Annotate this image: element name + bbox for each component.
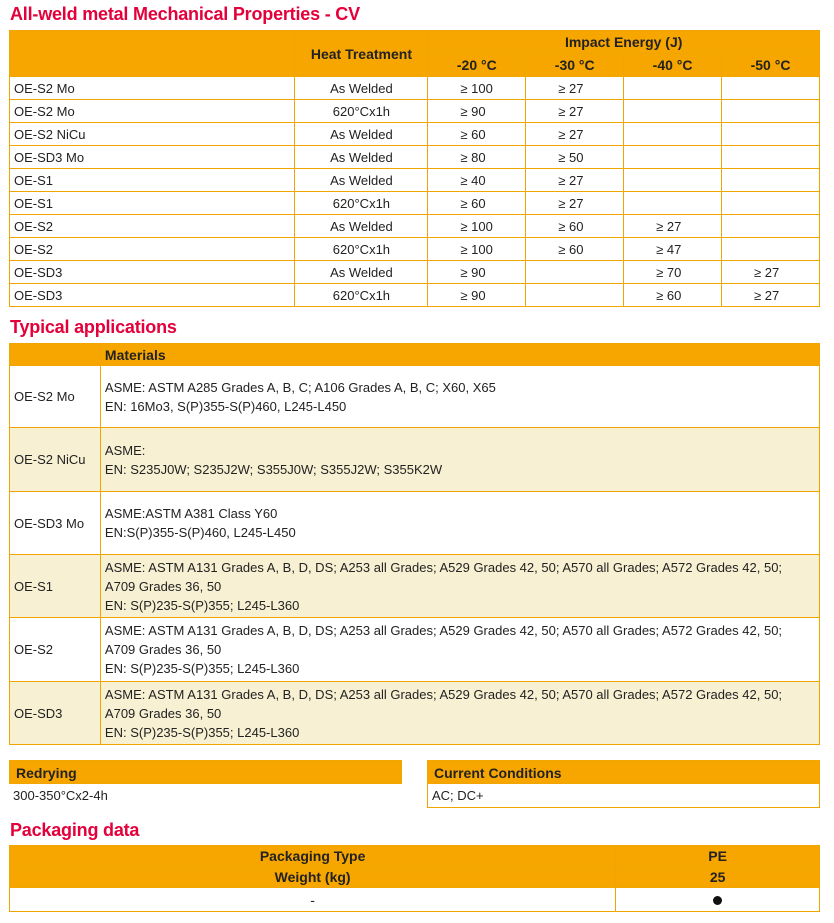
app-materials: [100, 555, 819, 618]
apps-section-title: Typical applications: [10, 317, 177, 337]
impact-value: ≥ 70: [624, 261, 722, 284]
packaging-section-title: Packaging data: [10, 820, 140, 840]
material-line: EN: S(P)235-S(P)355; L245-L360: [104, 597, 300, 613]
material-line: ASME: ASTM A285 Grades A, B, C; A106 Grades A, B, C; X60, X65: [104, 379, 496, 395]
cv-row: [10, 77, 820, 100]
impact-value: ≥ 80: [428, 146, 526, 169]
material-line: EN: S(P)235-S(P)355; L245-L360: [104, 661, 300, 676]
product-name: OE-S2 Mo: [10, 77, 295, 100]
impact-value: [722, 77, 820, 100]
app-row: [10, 366, 820, 428]
cv-row: [10, 215, 820, 238]
product-name: OE-S1: [10, 169, 295, 192]
impact-value: ≥ 27: [526, 100, 624, 123]
impact-value: ≥ 60: [428, 192, 526, 215]
impact-value: [722, 123, 820, 146]
packaging-row-mark: [616, 888, 820, 912]
weight-label: Weight (kg): [10, 867, 616, 888]
impact-value: [624, 169, 722, 192]
cv-row: [10, 238, 820, 261]
temp-header: -50 °C: [722, 54, 820, 77]
redrying-value: 300-350°Cx2-4h: [13, 788, 108, 803]
redrying-label: Redrying: [9, 760, 402, 784]
app-row: [10, 682, 820, 745]
cv-row: [10, 284, 820, 307]
packaging-row-label: -: [10, 888, 616, 912]
app-materials: [100, 492, 819, 555]
impact-value: ≥ 90: [428, 261, 526, 284]
impact-value: ≥ 27: [722, 284, 820, 307]
product-name: OE-SD3: [10, 284, 295, 307]
heat-treatment-value: As Welded: [295, 146, 428, 169]
impact-value: ≥ 27: [526, 169, 624, 192]
app-row: [10, 492, 820, 555]
impact-value: ≥ 90: [428, 284, 526, 307]
product-name: OE-SD3 Mo: [10, 146, 295, 169]
impact-value: ≥ 100: [428, 77, 526, 100]
impact-value: [526, 284, 624, 307]
temp-header: -30 °C: [526, 54, 624, 77]
material-line: ASME:: [104, 442, 146, 458]
heat-treatment-value: 620°Cx1h: [295, 100, 428, 123]
cv-row: [10, 146, 820, 169]
material-line: EN: S(P)235-S(P)355; L245-L360: [104, 724, 300, 740]
app-materials: [100, 366, 819, 428]
heat-treatment-value: As Welded: [295, 261, 428, 284]
impact-value: [722, 146, 820, 169]
heat-treatment-value: As Welded: [295, 215, 428, 238]
current-box: [427, 760, 820, 808]
impact-value: [624, 146, 722, 169]
impact-value: [722, 238, 820, 261]
impact-value: [722, 215, 820, 238]
impact-value: [624, 77, 722, 100]
app-materials: [100, 428, 819, 492]
cv-row: [10, 169, 820, 192]
app-product-name: OE-S2: [10, 618, 101, 682]
product-name: OE-S2: [10, 215, 295, 238]
cv-header-blank: [10, 31, 295, 77]
impact-energy-header: Impact Energy (J): [428, 31, 820, 54]
material-line: ASME: ASTM A131 Grades A, B, D, DS; A253 all Grades; A529 Grades 42, 50; A570 all Grades; A572 Grades 42, 50; A709 Grades 36, 50: [104, 559, 783, 594]
impact-value: ≥ 27: [722, 261, 820, 284]
heat-treatment-value: As Welded: [295, 169, 428, 192]
app-product-name: OE-SD3 Mo: [10, 492, 101, 555]
current-label: Current Conditions: [427, 760, 820, 784]
product-name: OE-SD3: [10, 261, 295, 284]
impact-value: ≥ 27: [526, 192, 624, 215]
heat-treatment-value: As Welded: [295, 77, 428, 100]
impact-value: ≥ 27: [526, 77, 624, 100]
impact-value: [624, 123, 722, 146]
impact-value: ≥ 100: [428, 215, 526, 238]
apps-table: [9, 343, 820, 745]
cv-section-title: All-weld metal Mechanical Properties - CV: [10, 4, 360, 24]
impact-value: ≥ 27: [624, 215, 722, 238]
impact-value: [526, 261, 624, 284]
app-row: [10, 555, 820, 618]
app-materials: [100, 618, 819, 682]
impact-value: [624, 100, 722, 123]
packaging-table: [9, 845, 820, 912]
current-value: AC; DC+: [427, 784, 820, 808]
temp-header: -40 °C: [624, 54, 722, 77]
impact-value: ≥ 27: [526, 123, 624, 146]
material-line: ASME: ASTM A131 Grades A, B, D, DS; A253 all Grades; A529 Grades 42, 50; A570 all Grades; A572 Grades 42, 50; A709 Grades 36, 50: [104, 686, 783, 721]
impact-value: [722, 169, 820, 192]
heat-treatment-value: 620°Cx1h: [295, 192, 428, 215]
product-name: OE-S2: [10, 238, 295, 261]
material-line: EN:S(P)355-S(P)460, L245-L450: [104, 525, 296, 540]
apps-header-blank: [10, 344, 101, 366]
impact-value: [722, 100, 820, 123]
redrying-box: [9, 760, 402, 808]
cv-row: [10, 123, 820, 146]
filled-dot-icon: [713, 896, 722, 905]
impact-value: [722, 192, 820, 215]
impact-value: ≥ 40: [428, 169, 526, 192]
impact-value: ≥ 47: [624, 238, 722, 261]
cv-row: [10, 100, 820, 123]
app-row: [10, 428, 820, 492]
impact-value: ≥ 60: [526, 215, 624, 238]
material-line: EN: S235J0W; S235J2W; S355J0W; S355J2W; S355K2W: [104, 461, 443, 477]
product-name: OE-S2 NiCu: [10, 123, 295, 146]
heat-treatment-value: 620°Cx1h: [295, 238, 428, 261]
material-line: ASME: ASTM A131 Grades A, B, D, DS; A253 all Grades; A529 Grades 42, 50; A570 all Grades; A572 Grades 42, 50; A709 Grades 36, 50: [104, 623, 783, 657]
heat-treatment-value: As Welded: [295, 123, 428, 146]
app-product-name: OE-S2 NiCu: [10, 428, 101, 492]
app-product-name: OE-S2 Mo: [10, 366, 101, 428]
impact-value: ≥ 60: [428, 123, 526, 146]
impact-value: [624, 192, 722, 215]
impact-value: ≥ 60: [624, 284, 722, 307]
product-name: OE-S2 Mo: [10, 100, 295, 123]
weight-value: 25: [616, 867, 820, 888]
materials-header: Materials: [100, 344, 819, 366]
cv-row: [10, 192, 820, 215]
app-product-name: OE-SD3: [10, 682, 101, 745]
heat-treatment-header: Heat Treatment: [295, 31, 428, 77]
impact-value: ≥ 100: [428, 238, 526, 261]
app-product-name: OE-S1: [10, 555, 101, 618]
temp-header: -20 °C: [428, 54, 526, 77]
impact-value: ≥ 90: [428, 100, 526, 123]
material-line: EN: 16Mo3, S(P)355-S(P)460, L245-L450: [104, 398, 347, 414]
packaging-type-label: Packaging Type: [10, 846, 616, 867]
heat-treatment-value: 620°Cx1h: [295, 284, 428, 307]
packaging-type-value: PE: [616, 846, 820, 867]
product-name: OE-S1: [10, 192, 295, 215]
impact-value: ≥ 50: [526, 146, 624, 169]
app-row: [10, 618, 820, 682]
material-line: ASME:ASTM A381 Class Y60: [104, 506, 278, 521]
app-materials: [100, 682, 819, 745]
cv-row: [10, 261, 820, 284]
impact-value: ≥ 60: [526, 238, 624, 261]
cv-table: [9, 30, 820, 307]
